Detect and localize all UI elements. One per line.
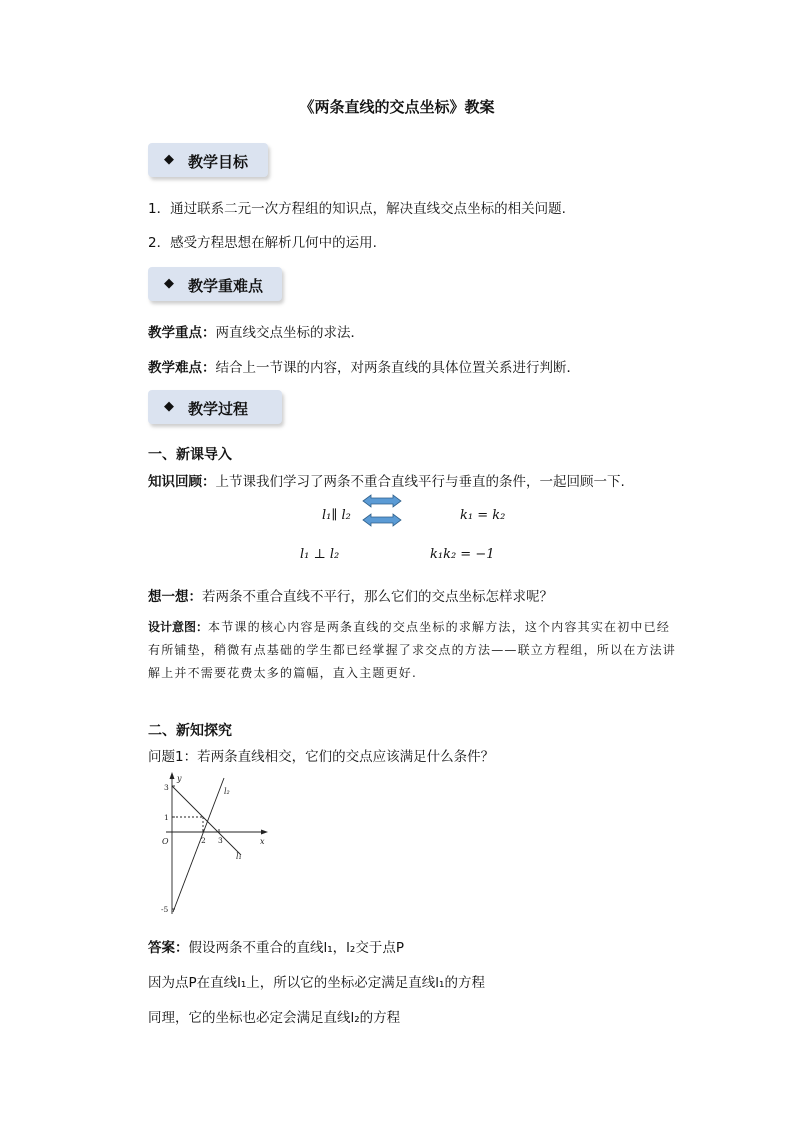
formula-slopes-equal: k₁ = k₂: [460, 508, 506, 523]
diamond-bullet-icon: ◆: [164, 399, 174, 414]
double-arrow-icon: [363, 495, 401, 507]
section-label-process: 教学过程: [188, 400, 249, 418]
key-text: 两直线交点坐标的求法．: [215, 325, 364, 341]
origin-label: O: [162, 837, 169, 846]
heading-intro: 一、新课导入: [148, 447, 232, 463]
heading-explore: 二、新知探究: [148, 723, 232, 739]
goal-item-2: 2．感受方程思想在解析几何中的运用.: [148, 235, 377, 251]
tick-label-y-m5: -5: [161, 905, 169, 914]
review-text: 上节课我们学习了两条不重合直线平行与垂直的条件，一起回顾一下.: [215, 474, 625, 490]
tick-label-y-3: 3: [164, 783, 169, 792]
formula-slopes-product: k₁k₂ = −1: [430, 547, 495, 562]
review-line: [148, 470, 625, 490]
section-tab-process: [148, 390, 282, 424]
think-label: 想一想：: [148, 589, 202, 605]
difficult-point: [148, 356, 580, 376]
section-tab-goals: [148, 143, 268, 177]
double-arrow-icon: [363, 514, 401, 526]
design-text: 本节课的核心内容是两条直线的交点坐标的求解方法，这个内容其实在初中已经有所铺垫，稍微有点基础的学生都已经掌握了求交点的方法——联立方程组，所以在方法讲解上并不需要花费太多的篇幅，直入主题更好.: [148, 620, 677, 680]
l2-label: l₂: [224, 787, 230, 796]
section-label-keys: 教学重难点: [188, 277, 264, 295]
x-axis-label: x: [260, 837, 265, 846]
y-axis-label: y: [177, 774, 182, 783]
l1-label: l₁: [236, 852, 242, 861]
key-point: [148, 321, 364, 341]
design-label: 设计意图：: [148, 620, 209, 634]
tick-label-x-2: 2: [201, 836, 206, 845]
explanation-line-2: 同理，它的坐标也必定会满足直线l₂的方程: [148, 1010, 401, 1026]
answer-line: [148, 936, 404, 956]
diamond-bullet-icon: ◆: [164, 152, 174, 167]
review-label: 知识回顾：: [148, 474, 216, 490]
page-title: 《两条直线的交点坐标》教案: [299, 98, 495, 116]
diamond-bullet-icon: ◆: [164, 276, 174, 291]
think-line: [148, 585, 553, 605]
design-intent: [148, 616, 676, 685]
tick-label-y-1: 1: [164, 813, 169, 822]
double-arrow-icons: [362, 494, 402, 530]
line-l1: [172, 786, 241, 855]
answer-text: 假设两条不重合的直线l₁，l₂交于点P: [188, 940, 404, 956]
explanation-line-1: 因为点P在直线l₁上，所以它的坐标必定满足直线l₁的方程: [148, 975, 485, 991]
line-l2: [173, 778, 224, 912]
key-label: 教学重点：: [148, 325, 216, 341]
goal-item-1: 1．通过联系二元一次方程组的知识点，解决直线交点坐标的相关问题.: [148, 201, 566, 217]
tick-label-x-3: 3: [218, 836, 223, 845]
section-tab-keys: [148, 267, 282, 301]
coordinate-graph: [152, 768, 282, 918]
y-axis-arrow-icon: [170, 772, 175, 779]
section-label-goals: 教学目标: [188, 153, 249, 171]
difficult-label: 教学难点：: [148, 360, 216, 376]
formula-parallel: l₁∥ l₂: [322, 508, 351, 523]
difficult-text: 结合上一节课的内容，对两条直线的具体位置关系进行判断．: [215, 360, 580, 376]
answer-label: 答案：: [148, 940, 189, 956]
formula-perpendicular: l₁ ⊥ l₂: [300, 547, 340, 562]
think-text: 若两条不重合直线不平行，那么它们的交点坐标怎样求呢？: [202, 589, 553, 605]
question-1: 问题1：若两条直线相交，它们的交点应该满足什么条件？: [148, 749, 495, 765]
x-axis-arrow-icon: [261, 830, 268, 835]
